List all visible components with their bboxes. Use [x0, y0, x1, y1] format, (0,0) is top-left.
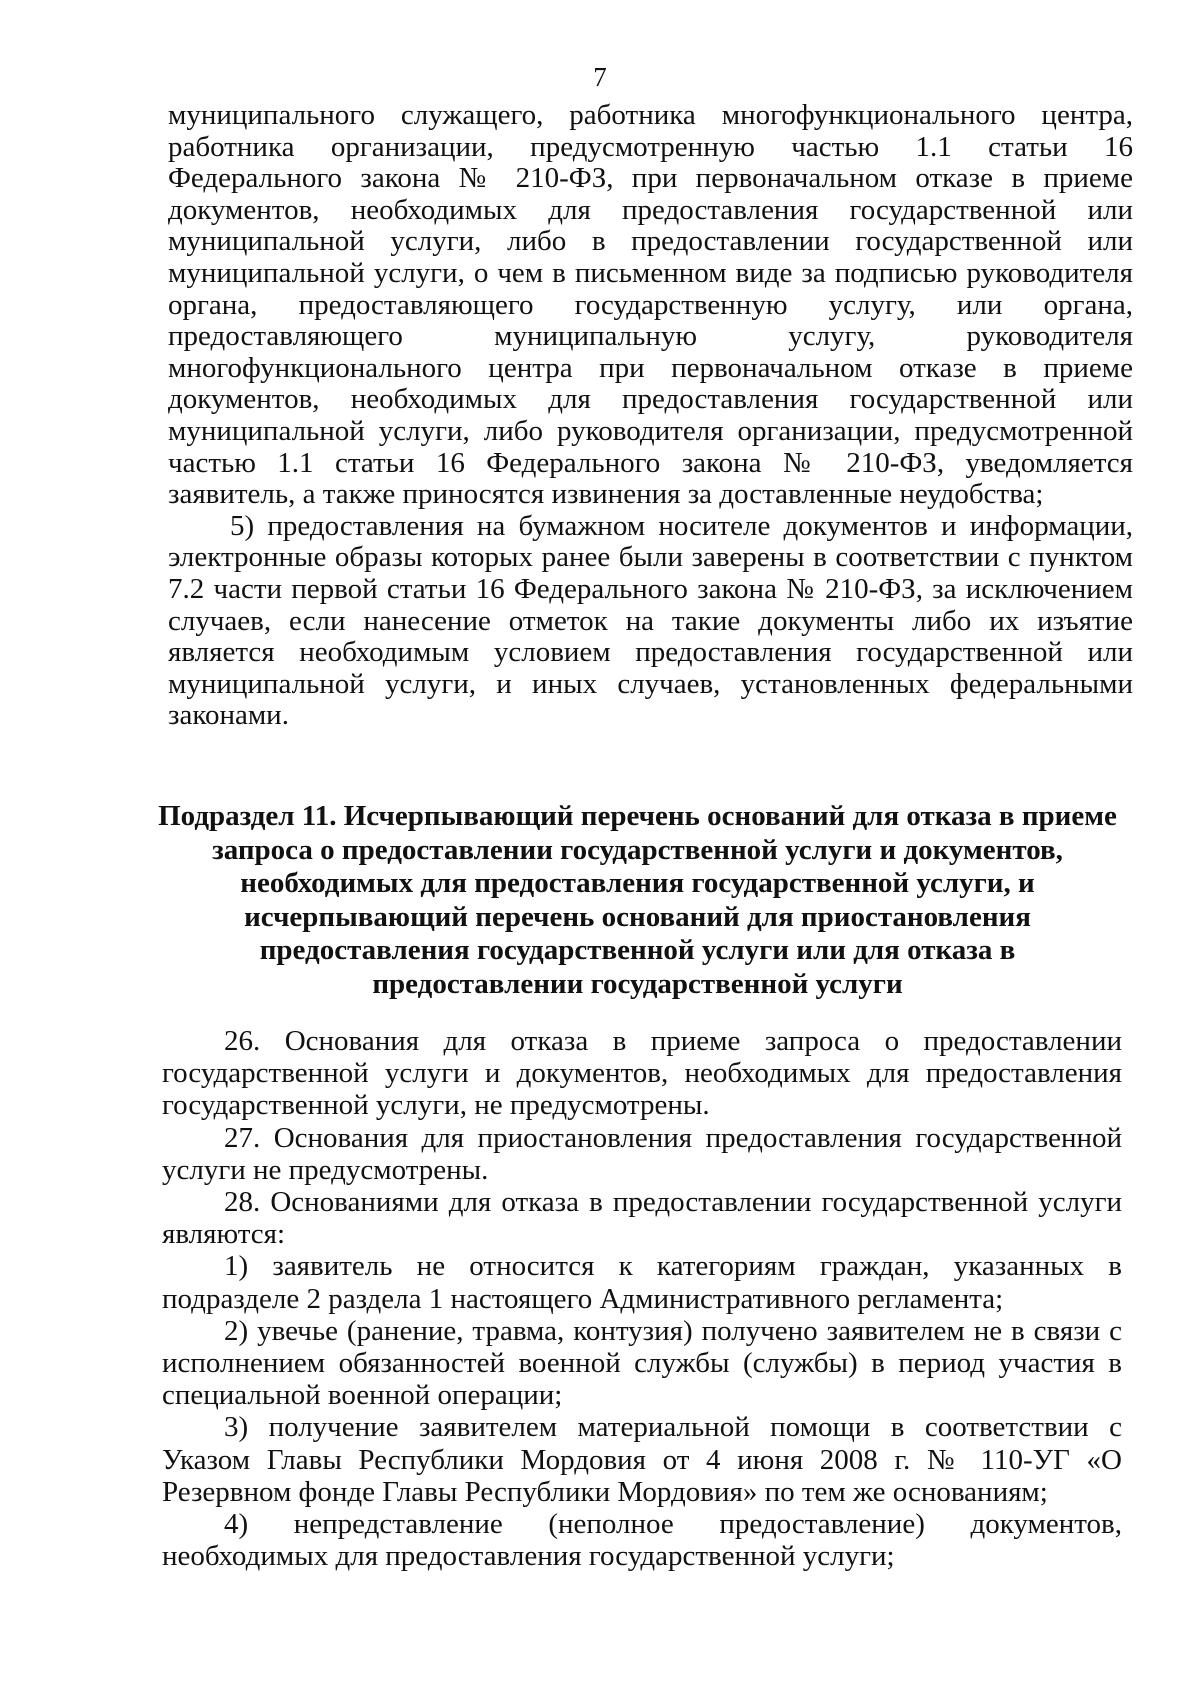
heading-line: запроса о предоставлении государственной услуги и документов, [212, 833, 1063, 866]
text-block-top [168, 100, 1133, 732]
page-number: 7 [593, 62, 607, 92]
paragraph-continuation: муниципального служащего, работника многофункционального центра, работника организации, предусмотренную частью 1.1 статьи 16 Федерального закона № 210-ФЗ, при первоначальном отказе в приеме документов, необходимых для предоставления государственной или муниципальной услуги, либо в предоставлении государственной или муниципальной услуги, о чем в письменном виде за подписью руководителя органа, предоставляющего государственную услугу, или органа, предоставляющего муниципальную услугу, руководителя многофункционального центра при первоначальном отказе в приеме документов, необходимых для предоставления государственной или муниципальной услуги, либо руководителя организации, предусмотренной частью 1.1 статьи 16 Федерального закона № 210-ФЗ, уведомляется заявитель, а также приносятся извинения за доставленные неудобства; [168, 99, 1133, 511]
heading-line: Подраздел 11. Исчерпывающий перечень оснований для отказа в приеме [158, 800, 1117, 832]
paragraph-28: 28. Основаниями для отказа в предоставлении государственной услуги являются: [162, 1186, 1122, 1251]
text-block-bottom [162, 1025, 1122, 1572]
heading-line: исчерпывающий перечень оснований для приостановления [244, 900, 1031, 933]
list-item-1: 1) заявитель не относится к категориям граждан, указанных в подразделе 2 раздела 1 настоящего Административного регламента; [162, 1250, 1122, 1315]
heading-line: предоставления государственной услуги или для отказа в [259, 934, 1016, 966]
list-item-4: 4) непредставление (неполное предоставление) документов, необходимых для предоставления государственной услуги; [162, 1508, 1122, 1573]
paragraph-27: 27. Основания для приостановления предоставления государственной услуги не предусмотрены. [162, 1121, 1122, 1186]
subsection-heading [150, 800, 1125, 1001]
heading-line: предоставлении государственной услуги [372, 967, 903, 1000]
heading-line: необходимых для предоставления государственной услуги, и [240, 867, 1035, 899]
list-item-3: 3) получение заявителем материальной помощи в соответствии с Указом Главы Республики Мордовия от 4 июня 2008 г. № 110-УГ «О Резервном фонде Главы Республики Мордовия» по тем же основаниям; [162, 1411, 1122, 1508]
paragraph-26: 26. Основания для отказа в приеме запроса о предоставлении государственной услуги и документов, необходимых для предоставления государственной услуги, не предусмотрены. [162, 1025, 1122, 1122]
paragraph-item-5: 5) предоставления на бумажном носителе документов и информации, электронные образы которых ранее были заверены в соответствии с пунктом 7.2 части первой статьи 16 Федерального закона № 210-ФЗ, за исключением случаев, если нанесение отметок на такие документы либо их изъятие является необходимым условием предоставления государственной или муниципальной услуги, и иных случаев, установленных федеральными законами. [168, 509, 1133, 732]
list-item-2: 2) увечье (ранение, травма, контузия) получено заявителем не в связи с исполнением обязанностей военной службы (службы) в период участия в специальной военной операции; [162, 1314, 1122, 1412]
